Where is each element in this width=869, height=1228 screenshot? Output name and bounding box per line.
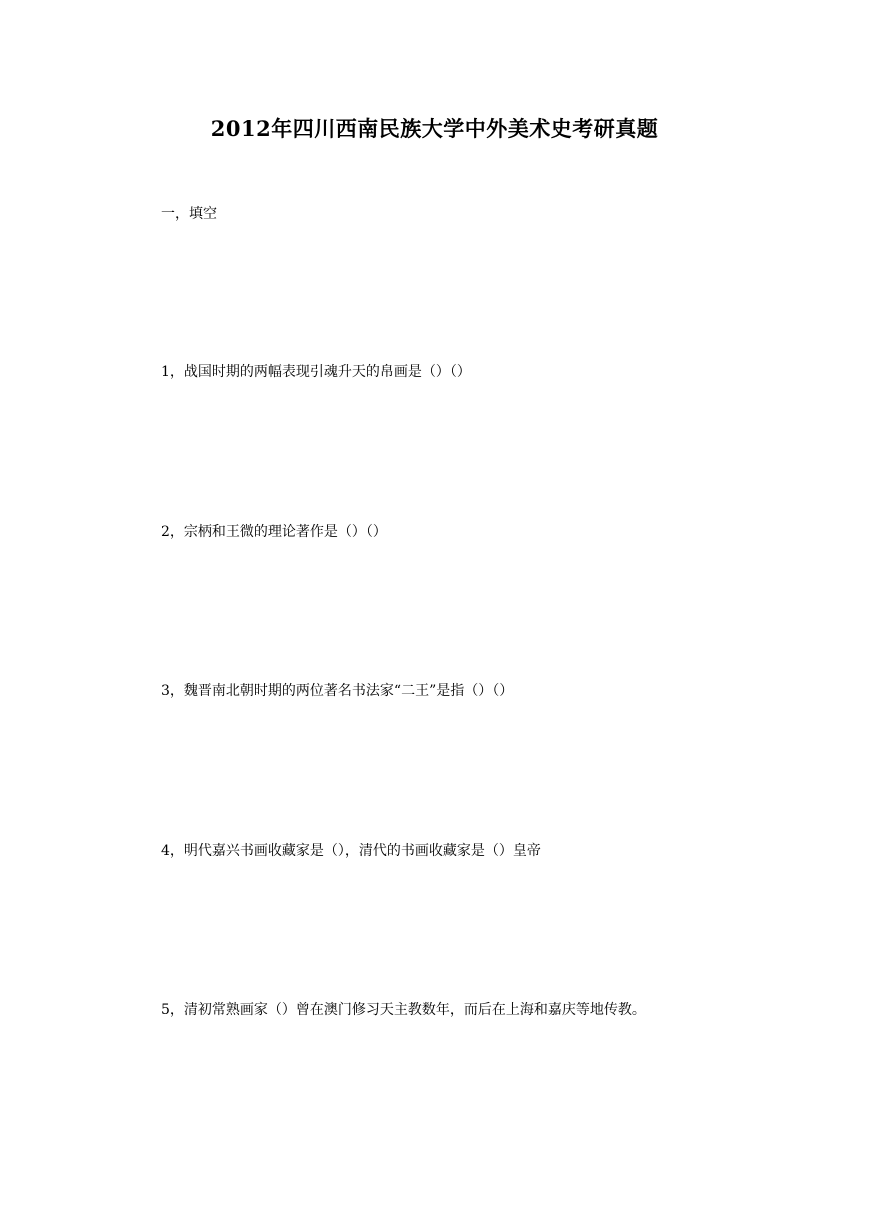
question-4: 4，明代嘉兴书画收藏家是（），清代的书画收藏家是（）皇帝	[161, 843, 541, 859]
question-3: 3，魏晋南北朝时期的两位著名书法家“二王”是指（）（）	[161, 683, 514, 699]
question-5: 5，清初常熟画家（）曾在澳门修习天主教数年，而后在上海和嘉庆等地传教。	[161, 1002, 646, 1018]
question-2: 2，宗柄和王微的理论著作是（）（）	[161, 524, 387, 540]
question-1: 1，战国时期的两幅表现引魂升天的帛画是（）（）	[161, 364, 471, 380]
section-heading: 一，填空	[161, 206, 217, 222]
document-title: 2012年四川西南民族大学中外美术史考研真题	[210, 116, 659, 141]
